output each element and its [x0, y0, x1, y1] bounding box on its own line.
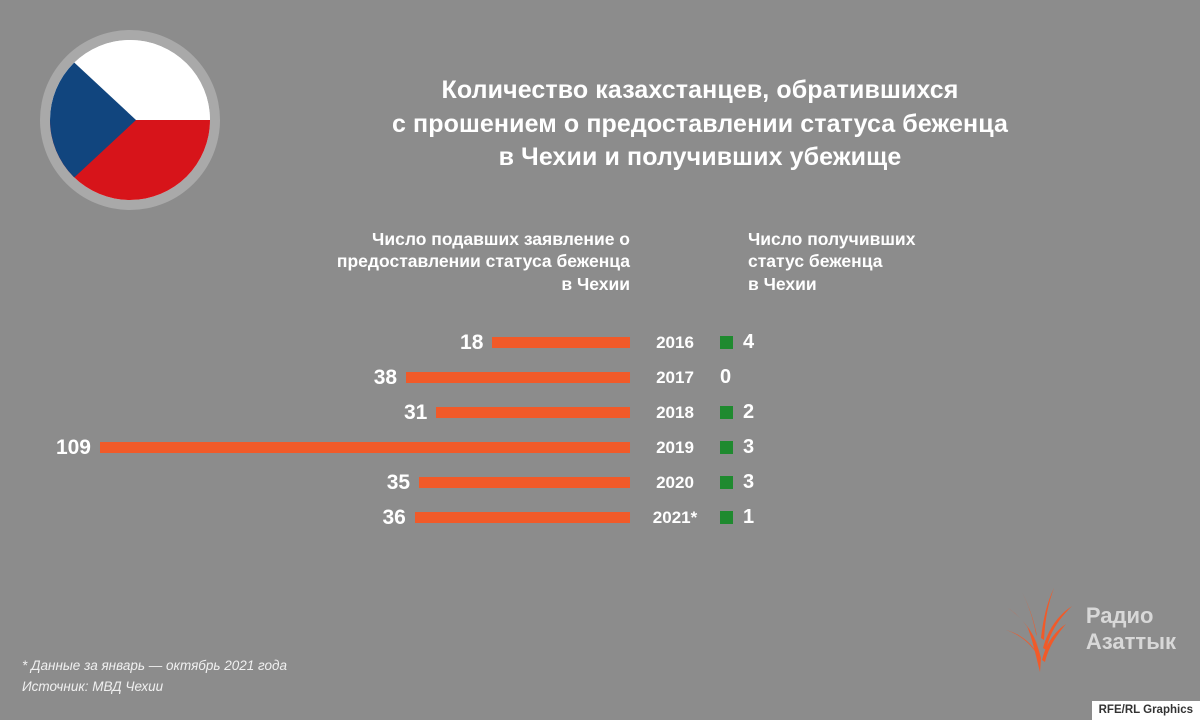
footnote-source: Источник: МВД Чехии [22, 679, 164, 695]
footnote-asterisk: * Данные за январь — октябрь 2021 года [22, 658, 288, 674]
year-label: 2020 [656, 472, 694, 492]
approved-zone [720, 401, 920, 424]
approved-zone [720, 471, 920, 494]
approved-value-label: 1 [743, 506, 755, 528]
footnotes [22, 656, 287, 698]
approved-value-label: 4 [743, 331, 755, 353]
flag-circle [50, 40, 210, 200]
year-label: 2018 [656, 402, 694, 422]
approved-value-label: 3 [743, 436, 755, 458]
applications-bar-zone [0, 325, 630, 360]
applications-bar [406, 372, 630, 383]
graphics-credit: RFE/RL Graphics [1092, 701, 1200, 720]
approved-zone [720, 436, 920, 459]
approved-value-label: 0 [720, 366, 732, 388]
torch-icon [1002, 586, 1076, 672]
applications-bar-zone [0, 465, 630, 500]
applications-bar [436, 407, 630, 418]
approved-marker [720, 511, 733, 524]
applications-value-label: 18 [460, 330, 484, 354]
applications-value-label: 109 [55, 435, 91, 459]
approved-marker [720, 336, 733, 349]
year-label: 2019 [656, 437, 694, 457]
applications-bar-zone [0, 430, 630, 465]
bar-chart [0, 325, 1200, 535]
chart-row [0, 430, 1200, 465]
applications-value-label: 36 [382, 505, 406, 529]
chart-row [0, 395, 1200, 430]
approved-zone [720, 506, 920, 529]
approved-marker [720, 406, 733, 419]
applications-bar-zone [0, 395, 630, 430]
logo-text-line-1: Радио [1085, 602, 1154, 628]
right-series-header-line-2: статус беженца [748, 251, 883, 272]
year-label: 2021* [652, 507, 698, 527]
page-title-line-2: с прошением о предоставлении статуса беженца [392, 109, 1008, 138]
applications-value-label: 38 [373, 365, 398, 389]
page-title-line-3: в Чехии и получивших убежище [498, 143, 902, 171]
year-label: 2016 [656, 332, 694, 352]
flag-blue-wedge [50, 40, 136, 200]
chart-row [0, 500, 1200, 535]
left-series-header-line-1: Число подавших заявление о [372, 229, 630, 249]
year-label: 2017 [656, 367, 694, 387]
applications-value-label: 35 [386, 470, 411, 494]
approved-zone [720, 331, 920, 354]
approved-value-label: 3 [743, 471, 755, 493]
approved-zone [720, 366, 920, 389]
logo-text-line-2: Азаттык [1085, 629, 1176, 654]
right-series-header-line-1: Число получивших [748, 229, 916, 249]
applications-value-label: 31 [403, 400, 428, 424]
applications-bar [419, 477, 630, 488]
applications-bar [415, 512, 630, 523]
czech-republic-flag-icon [40, 30, 220, 210]
applications-bar-zone [0, 360, 630, 395]
page-title-line-1: Количество казахстанцев, обратившихся [441, 76, 959, 104]
chart-row [0, 325, 1200, 360]
chart-row [0, 465, 1200, 500]
left-series-header [190, 228, 630, 295]
left-series-header-line-3: в Чехии [561, 273, 630, 294]
page-title [250, 74, 1150, 175]
approved-marker [720, 441, 733, 454]
approved-marker [720, 476, 733, 489]
logo-text [1086, 603, 1176, 656]
applications-bar-zone [0, 500, 630, 535]
applications-bar [492, 337, 630, 348]
approved-value-label: 2 [743, 401, 755, 423]
chart-row [0, 360, 1200, 395]
left-series-header-line-2: предоставлении статуса беженца [336, 251, 630, 272]
right-series-header-line-3: в Чехии [748, 273, 817, 294]
right-series-header [748, 228, 1078, 295]
applications-bar [100, 442, 630, 453]
logo [1002, 586, 1176, 672]
